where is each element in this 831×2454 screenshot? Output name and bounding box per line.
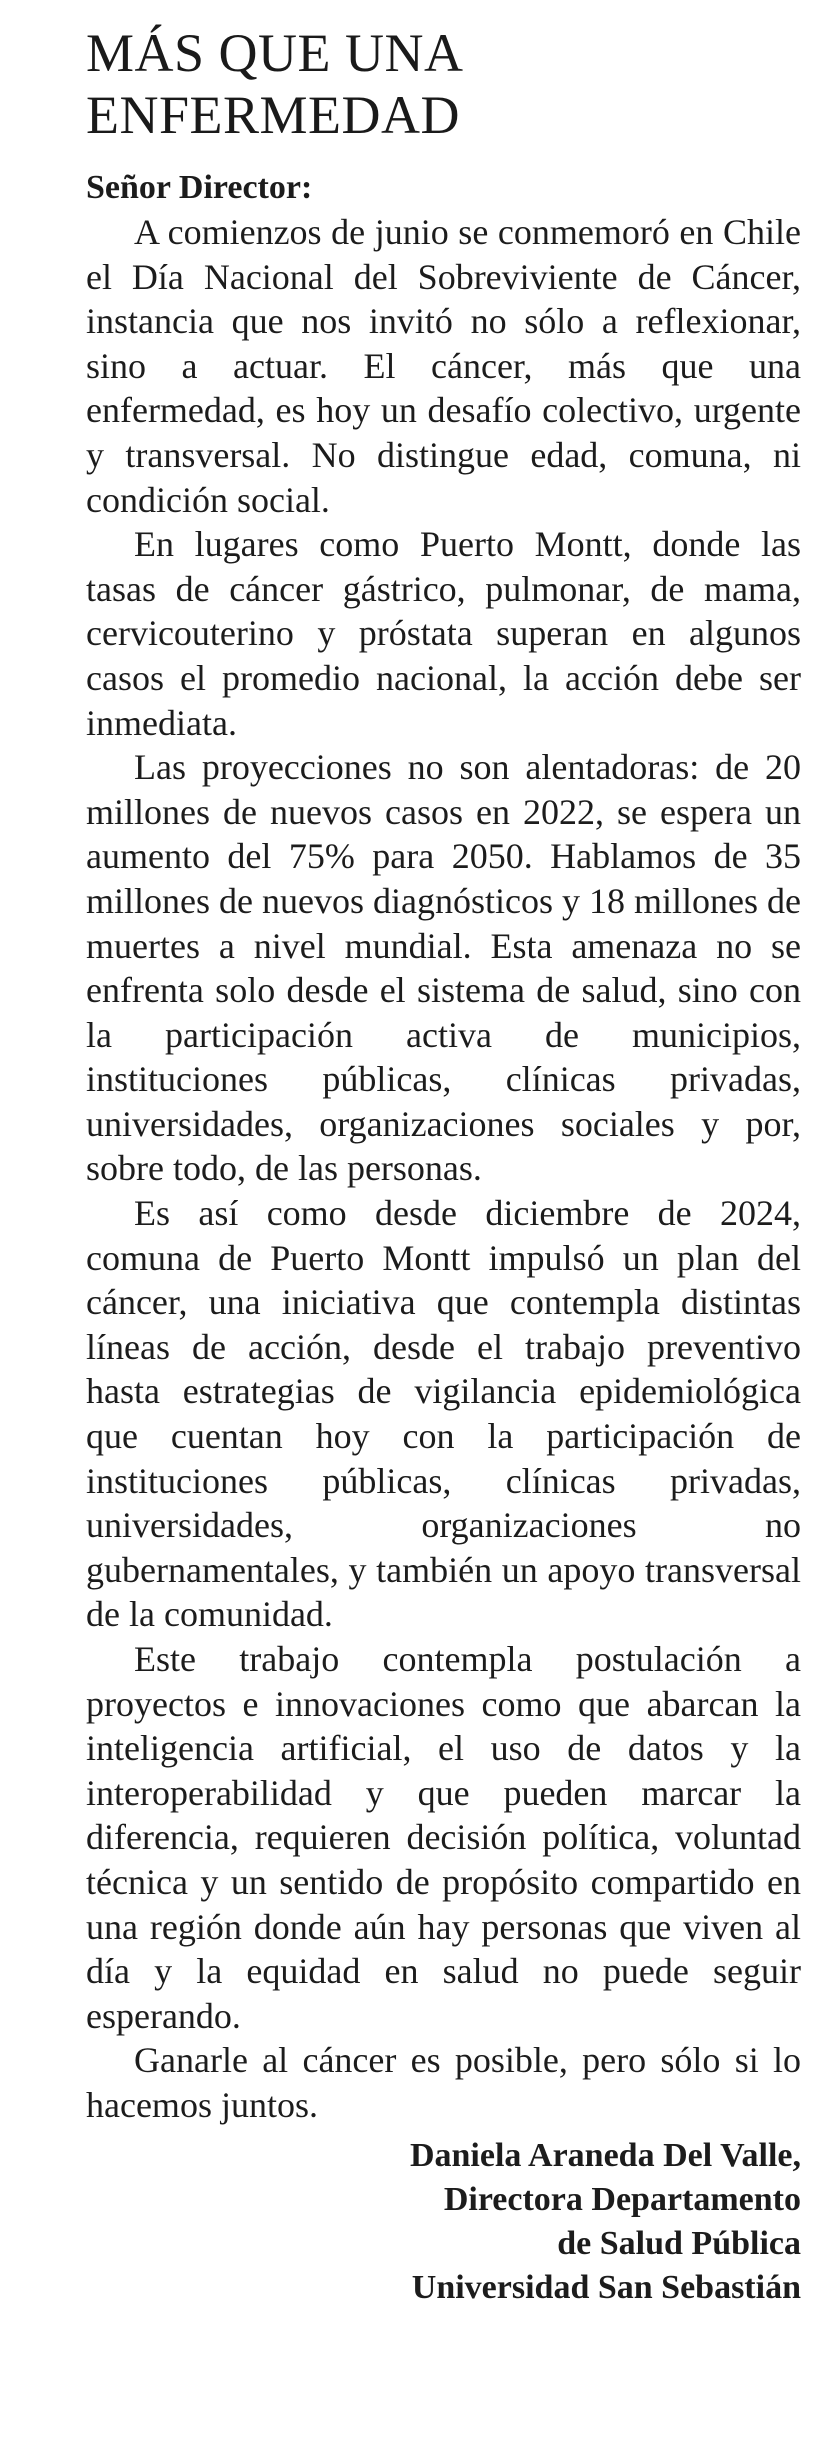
signature-title-line-1: Directora Departamento [443, 2180, 801, 2218]
signature-title-line-2: de Salud Pública [557, 2224, 801, 2262]
paragraph-4: Es así como desde diciembre de 2024, comuna de Puerto Montt impulsó un plan del cáncer, una iniciativa que contempla distintas líneas de acción, desde el trabajo preventivo hasta estrategias de vigilancia epidemiológica que cuentan hoy con la participación de instituciones públicas, clínicas privadas, universidades, organizaciones no gubernamentales, y también un apoyo transversal de la comunidad. [86, 1193, 801, 1635]
signature-institution: Universidad San Sebastián [411, 2268, 801, 2306]
signature-block [86, 2134, 801, 2310]
salutation: Señor Director: [86, 169, 313, 206]
headline: MÁS QUE UNA ENFERMEDAD [86, 23, 461, 145]
paragraph-2: En lugares como Puerto Montt, donde las tasas de cáncer gástrico, pulmonar, de mama, cervicouterino y próstata superan en algunos casos el promedio nacional, la acción debe ser inmediata. [86, 524, 801, 743]
signature-name: Daniela Araneda Del Valle, [409, 2136, 801, 2174]
paragraph-5: Este trabajo contempla postulación a proyectos e innovaciones como que abarcan la inteligencia artificial, el uso de datos y la interoperabilidad y que pueden marcar la diferencia, requieren decisión política, voluntad técnica y un sentido de propósito compartido en una región donde aún hay personas que viven al día y la equidad en salud no puede seguir esperando. [86, 1639, 801, 2036]
paragraph-3: Las proyecciones no son alentadoras: de 20 millones de nuevos casos en 2022, se espera un aumento del 75% para 2050. Hablamos de 35 millones de nuevos diagnósticos y 18 millones de muertes a nivel mundial. Esta amenaza no se enfrenta solo desde el sistema de salud, sino con la participación activa de municipios, instituciones públicas, clínicas privadas, universidades, organizaciones sociales y por, sobre todo, de las personas. [86, 747, 801, 1189]
paragraph-6: Ganarle al cáncer es posible, pero sólo si lo hacemos juntos. [86, 2040, 801, 2125]
paragraph-1: A comienzos de junio se conmemoró en Chile el Día Nacional del Sobreviviente de Cáncer, instancia que nos invitó no sólo a reflexionar, sino a actuar. El cáncer, más que una enfermedad, es hoy un desafío colectivo, urgente y transversal. No distingue edad, comuna, ni condición social. [86, 212, 801, 520]
